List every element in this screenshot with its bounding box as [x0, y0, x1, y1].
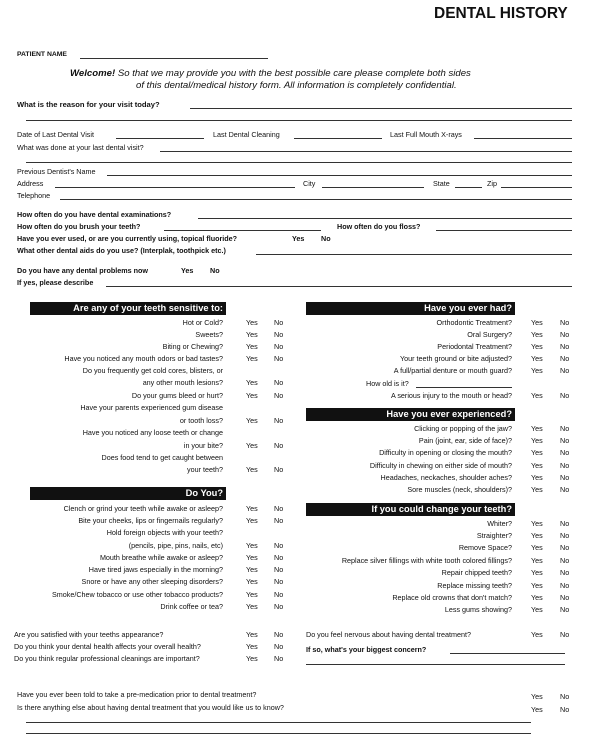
bottom-left-item: Do you think your dental health affects your overall health?	[14, 642, 201, 651]
last-cleaning-label: Last Dental Cleaning	[213, 130, 280, 139]
ever-had-items-item: A full/partial denture or mouth guard?	[393, 366, 512, 375]
bottom-left-item: Do you think regular professional cleanings are important?	[14, 654, 200, 663]
biggest-concern-field[interactable]	[450, 653, 565, 654]
change-items-item: Less gums showing?	[444, 605, 512, 614]
do-you-items-yes[interactable]: Yes	[246, 577, 258, 586]
do-you-items-no[interactable]: No	[274, 504, 284, 513]
experienced-items-no[interactable]: No	[560, 436, 570, 445]
ever-had-items-yes[interactable]: Yes	[531, 391, 543, 400]
do-you-items-no[interactable]: No	[274, 553, 284, 562]
last-visit-date-label: Date of Last Dental Visit	[17, 130, 94, 139]
welcome-line2: of this dental/medical history form. All information is completely confidential.	[136, 80, 457, 91]
other-aids-label: What other dental aids do you use? (Interplak, toothpick etc.)	[17, 246, 226, 255]
sensitive-items-item: Do your gums bleed or hurt?	[131, 391, 223, 400]
state-label: State	[433, 179, 450, 188]
nervous-label: Do you feel nervous about having dental treatment?	[306, 630, 472, 639]
sensitive-items-item: Have you noticed any loose teeth or change	[82, 428, 223, 437]
ever-had-items-item: How old is it?	[366, 379, 409, 388]
page-title: DENTAL HISTORY	[434, 5, 568, 22]
sensitive-items-yes[interactable]: Yes	[246, 465, 258, 474]
bottom-left-item: Are you satisfied with your teeths appearance?	[14, 630, 164, 639]
do-you-items-item: Mouth breathe while awake or asleep?	[99, 553, 223, 562]
sensitive-items-item: Have you noticed any mouth odors or bad tastes?	[64, 354, 223, 363]
anything-else-field[interactable]	[26, 722, 531, 723]
section-ever-had-title: Have you ever had?	[424, 303, 512, 313]
sensitive-items-no[interactable]: No	[274, 378, 284, 387]
bottom-left-yes[interactable]: Yes	[246, 642, 258, 651]
floss-freq-field[interactable]	[436, 230, 572, 231]
state-field[interactable]	[455, 187, 482, 188]
fluoride-yes[interactable]: Yes	[292, 234, 305, 243]
nervous-yes[interactable]: Yes	[531, 630, 543, 639]
do-you-items-item: Have tired jaws especially in the morning?	[88, 565, 223, 574]
welcome-bold: Welcome!	[70, 68, 116, 79]
experienced-items-yes[interactable]: Yes	[531, 448, 543, 457]
section-sensitive-title: Are any of your teeth sensitive to:	[73, 303, 223, 313]
change-items-item: Replace missing teeth?	[437, 581, 512, 590]
do-you-items-item: (pencils, pipe, pins, nails, etc)	[128, 541, 223, 550]
section-change-title: If you could change your teeth?	[371, 504, 512, 514]
sensitive-items-no[interactable]: No	[274, 330, 284, 339]
experienced-items-no[interactable]: No	[560, 461, 570, 470]
anything-else-yes[interactable]: Yes	[531, 705, 543, 714]
experienced-items-no[interactable]: No	[560, 485, 570, 494]
sensitive-items-no[interactable]: No	[274, 354, 284, 363]
last-xrays-label: Last Full Mouth X-rays	[390, 130, 462, 139]
ever-had-items-item: A serious injury to the mouth or head?	[390, 391, 512, 400]
ever-had-items-no[interactable]: No	[560, 391, 570, 400]
change-items-no[interactable]: No	[560, 593, 570, 602]
floss-freq-label: How often do you floss?	[337, 222, 421, 231]
welcome-text	[70, 68, 471, 80]
welcome-line1: So that we may provide you with the best possible care please complete both sides	[117, 68, 471, 79]
bottom-left-yes[interactable]: Yes	[246, 630, 258, 639]
do-you-items-yes[interactable]: Yes	[246, 504, 258, 513]
ever-had-items-yes[interactable]: Yes	[531, 354, 543, 363]
address-field[interactable]	[55, 187, 295, 188]
experienced-items-item: Difficulty in chewing on either side of mouth?	[369, 461, 512, 470]
exam-freq-field[interactable]	[198, 218, 572, 219]
last-visit-done-field-2[interactable]	[26, 162, 572, 163]
change-items-yes[interactable]: Yes	[531, 593, 543, 602]
last-cleaning-field[interactable]	[294, 138, 382, 139]
sensitive-items-yes[interactable]: Yes	[246, 354, 258, 363]
change-items-no[interactable]: No	[560, 568, 570, 577]
change-items-yes[interactable]: Yes	[531, 556, 543, 565]
do-you-items-no[interactable]: No	[274, 516, 284, 525]
do-you-items-no[interactable]: No	[274, 577, 284, 586]
sensitive-items-no[interactable]: No	[274, 391, 284, 400]
experienced-items-no[interactable]: No	[560, 448, 570, 457]
experienced-items-yes[interactable]: Yes	[531, 461, 543, 470]
do-you-items-item: Snore or have any other sleeping disorders?	[81, 577, 223, 586]
change-items-item: Repair chipped teeth?	[441, 568, 512, 577]
ever-had-items-yes[interactable]: Yes	[531, 330, 543, 339]
ever-had-items-yes[interactable]: Yes	[531, 342, 543, 351]
sensitive-items-item: your teeth?	[187, 465, 223, 474]
previous-dentist-label: Previous Dentist's Name	[17, 167, 96, 176]
experienced-items-no[interactable]: No	[560, 473, 570, 482]
fluoride-no[interactable]: No	[321, 234, 331, 243]
previous-dentist-field[interactable]	[107, 175, 572, 176]
change-items-item: Whiter?	[487, 519, 512, 528]
fluoride-label: Have you ever used, or are you currently using, topical fluoride?	[17, 234, 238, 243]
nervous-no[interactable]: No	[560, 630, 570, 639]
sensitive-items-yes[interactable]: Yes	[246, 318, 258, 327]
bottom-left-no[interactable]: No	[274, 642, 284, 651]
sensitive-items-yes[interactable]: Yes	[246, 441, 258, 450]
bottom-left-yes[interactable]: Yes	[246, 654, 258, 663]
experienced-items-no[interactable]: No	[560, 424, 570, 433]
ever-had-items-no[interactable]: No	[560, 318, 570, 327]
change-items-no[interactable]: No	[560, 605, 570, 614]
do-you-items-no[interactable]: No	[274, 590, 284, 599]
change-items-no[interactable]: No	[560, 581, 570, 590]
sensitive-items-no[interactable]: No	[274, 342, 284, 351]
section-do-you-header	[30, 487, 226, 500]
section-sensitive-header	[30, 302, 226, 315]
anything-else-no[interactable]: No	[560, 705, 570, 714]
change-items-item: Replace old crowns that don't match?	[392, 593, 512, 602]
do-you-items-yes[interactable]: Yes	[246, 516, 258, 525]
ever-had-items-no[interactable]: No	[560, 330, 570, 339]
do-you-items-item: Clench or grind your teeth while awake or asleep?	[63, 504, 223, 513]
problems-now-label: Do you have any dental problems now	[17, 266, 148, 275]
sensitive-items-yes[interactable]: Yes	[246, 342, 258, 351]
experienced-items-item: Clicking or popping of the jaw?	[414, 424, 512, 433]
telephone-label: Telephone	[17, 191, 51, 200]
section-experienced-title: Have you ever experienced?	[386, 409, 512, 419]
sensitive-items-item: Sweets?	[195, 330, 223, 339]
change-items-item: Remove Space?	[458, 543, 512, 552]
anything-else-field-2[interactable]	[26, 733, 531, 734]
ever-had-items-no[interactable]: No	[560, 354, 570, 363]
change-items-no[interactable]: No	[560, 543, 570, 552]
exam-freq-label: How often do you have dental examinations?	[17, 210, 172, 219]
sensitive-items-item: Does food tend to get caught between	[101, 453, 223, 462]
last-visit-done-label: What was done at your last dental visit?	[17, 143, 144, 152]
do-you-items-yes[interactable]: Yes	[246, 541, 258, 550]
ever-had-items-no[interactable]: No	[560, 342, 570, 351]
bottom-left-no[interactable]: No	[274, 630, 284, 639]
describe-field[interactable]	[106, 286, 572, 287]
change-items-item: Replace silver fillings with white tooth colored fillings?	[341, 556, 512, 565]
sensitive-items-yes[interactable]: Yes	[246, 391, 258, 400]
address-label: Address	[17, 179, 44, 188]
change-items-yes[interactable]: Yes	[531, 568, 543, 577]
sensitive-items-item: in your bite?	[183, 441, 223, 450]
telephone-field[interactable]	[60, 199, 572, 200]
reason-field-2[interactable]	[26, 120, 572, 121]
experienced-items-item: Pain (joint, ear, side of face)?	[418, 436, 512, 445]
change-items-yes[interactable]: Yes	[531, 581, 543, 590]
sensitive-items-no[interactable]: No	[274, 318, 284, 327]
patient-name-field[interactable]	[80, 58, 268, 59]
sensitive-items-item: Biting or Chewing?	[162, 342, 223, 351]
change-items-yes[interactable]: Yes	[531, 543, 543, 552]
brush-freq-label: How often do you brush your teeth?	[17, 222, 141, 231]
ever-had-items-item: Oral Surgery?	[467, 330, 512, 339]
patient-name-label: PATIENT NAME	[17, 51, 67, 58]
biggest-concern-label: If so, what's your biggest concern?	[306, 645, 427, 654]
section-ever-had-header	[306, 302, 515, 315]
section-do-you-title: Do You?	[185, 488, 223, 498]
premed-label: Have you ever been told to take a pre-medication prior to dental treatment?	[17, 690, 257, 699]
do-you-items-yes[interactable]: Yes	[246, 553, 258, 562]
last-visit-date-field[interactable]	[116, 138, 204, 139]
change-items-no[interactable]: No	[560, 519, 570, 528]
experienced-items-item: Difficulty in opening or closing the mouth?	[379, 448, 512, 457]
sensitive-items-item: any other mouth lesions?	[142, 378, 223, 387]
sensitive-items-no[interactable]: No	[274, 441, 284, 450]
problems-no[interactable]: No	[210, 266, 220, 275]
sensitive-items-item: Do you frequently get cold cores, blisters, or	[82, 366, 223, 375]
bottom-left-no[interactable]: No	[274, 654, 284, 663]
sensitive-items-yes[interactable]: Yes	[246, 416, 258, 425]
do-you-items-no[interactable]: No	[274, 541, 284, 550]
describe-label: If yes, please describe	[17, 278, 94, 287]
do-you-items-no[interactable]: No	[274, 602, 284, 611]
experienced-items-yes[interactable]: Yes	[531, 436, 543, 445]
change-items-yes[interactable]: Yes	[531, 605, 543, 614]
premed-no[interactable]: No	[560, 692, 570, 701]
anything-else-label: Is there anything else about having dental treatment that you would like us to know?	[17, 703, 284, 712]
city-label: City	[303, 179, 316, 188]
experienced-items-item: Sore muscles (neck, shoulders)?	[407, 485, 512, 494]
experienced-items-item: Headaches, neckaches, shoulder aches?	[380, 473, 512, 482]
experienced-items-yes[interactable]: Yes	[531, 485, 543, 494]
sensitive-items-yes[interactable]: Yes	[246, 378, 258, 387]
section-experienced-header	[306, 408, 515, 421]
problems-yes[interactable]: Yes	[181, 266, 194, 275]
experienced-items-yes[interactable]: Yes	[531, 424, 543, 433]
do-you-items-yes[interactable]: Yes	[246, 602, 258, 611]
ever-had-items-no[interactable]: No	[560, 366, 570, 375]
other-aids-field[interactable]	[256, 254, 572, 255]
change-items-yes[interactable]: Yes	[531, 531, 543, 540]
do-you-items-item: Smoke/Chew tobacco or use other tobacco products?	[52, 590, 223, 599]
biggest-concern-field-2[interactable]	[306, 664, 565, 665]
change-items-yes[interactable]: Yes	[531, 519, 543, 528]
do-you-items-item: Hold foreign objects with your teeth?	[106, 528, 223, 537]
ever-had-items-yes[interactable]: Yes	[531, 318, 543, 327]
change-items-no[interactable]: No	[560, 556, 570, 565]
ever-had-items-item: Orthodontic Treatment?	[436, 318, 512, 327]
sensitive-items-no[interactable]: No	[274, 416, 284, 425]
city-field[interactable]	[322, 187, 424, 188]
sensitive-items-yes[interactable]: Yes	[246, 330, 258, 339]
sensitive-items-item: or tooth loss?	[179, 416, 223, 425]
ever-had-items-yes[interactable]: Yes	[531, 366, 543, 375]
experienced-items-yes[interactable]: Yes	[531, 473, 543, 482]
section-change-header	[306, 503, 515, 516]
ever-had-items-item: Periodontal Treatment?	[437, 342, 512, 351]
ever-had-items-item: Your teeth ground or bite adjusted?	[399, 354, 512, 363]
change-items-no[interactable]: No	[560, 531, 570, 540]
reason-field[interactable]	[190, 108, 572, 109]
do-you-items-yes[interactable]: Yes	[246, 590, 258, 599]
zip-label: Zip	[487, 179, 497, 188]
reason-label: What is the reason for your visit today?	[17, 100, 160, 109]
brush-freq-field[interactable]	[164, 230, 321, 231]
do-you-items-item: Bite your cheeks, lips or fingernails regularly?	[78, 516, 223, 525]
last-xrays-field[interactable]	[474, 138, 572, 139]
sensitive-items-item: Have your parents experienced gum disease	[80, 403, 223, 412]
do-you-items-item: Drink coffee or tea?	[160, 602, 223, 611]
sensitive-items-no[interactable]: No	[274, 465, 284, 474]
last-visit-done-field[interactable]	[160, 151, 572, 152]
sensitive-items-item: Hot or Cold?	[182, 318, 223, 327]
do-you-items-no[interactable]: No	[274, 565, 284, 574]
change-items-item: Straighter?	[476, 531, 512, 540]
do-you-items-yes[interactable]: Yes	[246, 565, 258, 574]
zip-field[interactable]	[501, 187, 572, 188]
premed-yes[interactable]: Yes	[531, 692, 543, 701]
how-old-field[interactable]	[416, 387, 512, 388]
